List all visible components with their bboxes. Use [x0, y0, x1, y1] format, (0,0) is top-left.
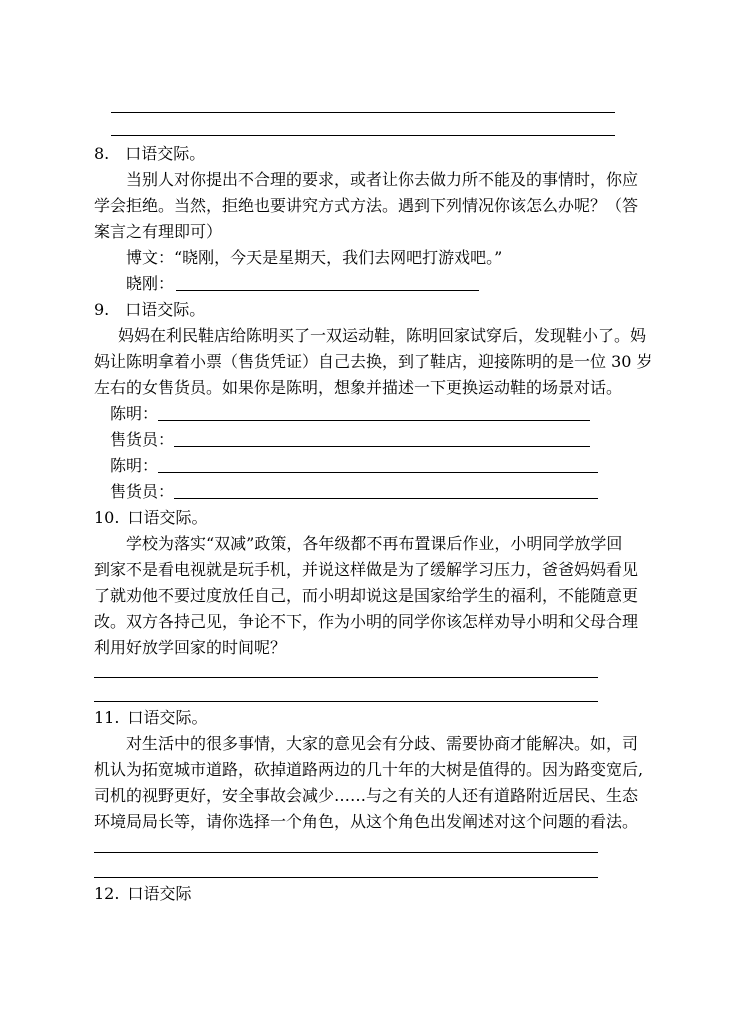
answer-line[interactable] — [158, 472, 598, 473]
paragraph-line: 案言之有理即可） — [94, 222, 223, 241]
answer-line[interactable] — [94, 852, 598, 853]
question-12 — [94, 881, 191, 907]
paragraph-line: 机认为拓宽城市道路，砍掉道路两边的几十年的大树是值得的。因为路变宽后, — [94, 760, 644, 779]
answer-line[interactable] — [111, 112, 615, 113]
answer-line[interactable] — [94, 677, 598, 678]
answer-line[interactable] — [174, 446, 590, 447]
answer-line[interactable] — [94, 701, 598, 702]
paragraph-line: 了就劝他不要过度放任自己，而小明却说这是国家给学生的福利，不能随意更 — [94, 586, 639, 605]
paragraph-line: 到家不是看电视就是玩手机，并说这样做是为了缓解学习压力，爸爸妈妈看见 — [94, 560, 639, 579]
paragraph-line: 改。双方各持己见，争论不下，作为小明的同学你该怎样劝导小明和父母合理 — [94, 612, 639, 631]
role-label: 陈明： — [110, 404, 159, 423]
question-title: 口语交际。 — [127, 708, 208, 727]
question-number: 12. — [94, 884, 120, 903]
paragraph-line: 司机的视野更好，安全事故会减少……与之有关的人还有道路附近居民、生态 — [94, 786, 639, 805]
question-10 — [94, 505, 207, 531]
answer-line[interactable] — [94, 877, 598, 878]
role-label: 售货员： — [110, 482, 175, 501]
paragraph-line: 妈妈在利民鞋店给陈明买了一双运动鞋，陈明回家试穿后，发现鞋小了。妈 — [118, 326, 647, 345]
paragraph-line: 学校为落实“双减”政策，各年级都不再布置课后作业，小明同学放学回 — [126, 534, 623, 553]
question-number: 8. — [94, 144, 110, 163]
dialogue-line: 博文：“晓刚，今天是星期天，我们去网吧打游戏吧。” — [126, 248, 503, 267]
paragraph-line: 对生活中的很多事情，大家的意见会有分歧、需要协商才能解决。如，司 — [126, 734, 639, 753]
paragraph-line: 妈让陈明拿着小票（售货凭证）自己去换，到了鞋店，迎接陈明的是一位 30 岁 — [94, 352, 653, 371]
paragraph-line: 左右的女售货员。如果你是陈明，想象并描述一下更换运动鞋的场景对话。 — [94, 378, 623, 397]
answer-line[interactable] — [158, 420, 590, 421]
question-title: 口语交际。 — [127, 508, 208, 527]
question-9 — [94, 297, 205, 323]
question-number: 9. — [94, 300, 110, 319]
paragraph-line: 环境局局长等，请你选择一个角色，从这个角色出发阐述对这个问题的看法。 — [94, 812, 639, 831]
question-title: 口语交际 — [127, 884, 192, 903]
paragraph-line: 学会拒绝。当然，拒绝也要讲究方式方法。遇到下列情况你该怎么办呢？（答 — [94, 196, 639, 215]
question-8 — [94, 141, 205, 167]
answer-line[interactable] — [176, 290, 479, 291]
question-title: 口语交际。 — [125, 144, 206, 163]
role-label: 售货员： — [110, 430, 175, 449]
question-title: 口语交际。 — [125, 300, 206, 319]
role-label: 陈明： — [110, 456, 159, 475]
paragraph-line: 利用好放学回家的时间呢？ — [94, 638, 287, 657]
answer-line[interactable] — [111, 135, 615, 136]
question-11 — [94, 705, 207, 731]
answer-line[interactable] — [174, 498, 598, 499]
answer-label: 晓刚： — [126, 274, 175, 293]
question-number: 10. — [94, 508, 120, 527]
paragraph-line: 当别人对你提出不合理的要求，或者让你去做力所不能及的事情时，你应 — [126, 170, 639, 189]
question-number: 11. — [94, 708, 120, 727]
